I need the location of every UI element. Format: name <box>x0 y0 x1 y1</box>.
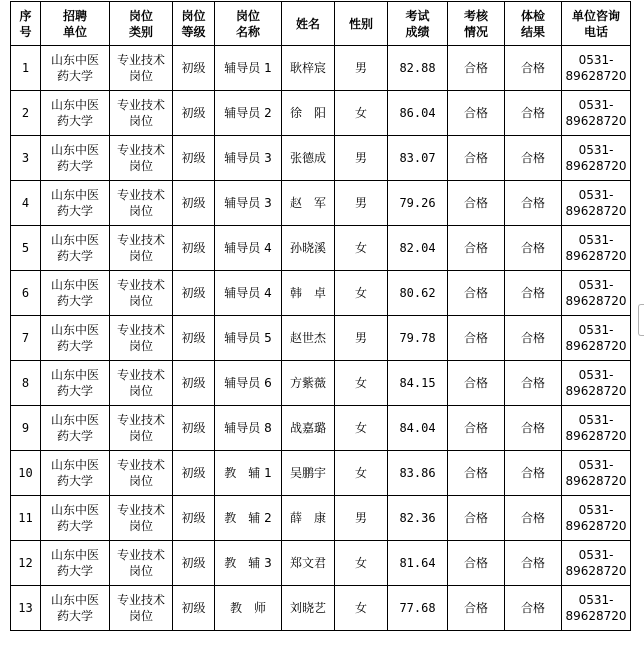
cell-phone: 0531- 89628720 <box>562 586 631 631</box>
cell-phone: 0531- 89628720 <box>562 361 631 406</box>
side-scroll-handle[interactable] <box>638 304 644 336</box>
cell-category: 专业技术 岗位 <box>110 451 173 496</box>
cell-unit: 山东中医 药大学 <box>41 541 110 586</box>
cell-gender: 女 <box>335 451 388 496</box>
cell-score: 79.78 <box>388 316 448 361</box>
cell-phone: 0531- 89628720 <box>562 181 631 226</box>
cell-position: 辅导员 3 <box>215 181 282 226</box>
cell-gender: 女 <box>335 541 388 586</box>
cell-level: 初级 <box>173 271 215 316</box>
cell-position: 辅导员 3 <box>215 136 282 181</box>
cell-index: 3 <box>11 136 41 181</box>
cell-score: 79.26 <box>388 181 448 226</box>
cell-position: 辅导员 8 <box>215 406 282 451</box>
cell-name: 耿梓宸 <box>282 46 335 91</box>
cell-level: 初级 <box>173 586 215 631</box>
cell-level: 初级 <box>173 136 215 181</box>
cell-position: 辅导员 2 <box>215 91 282 136</box>
cell-category: 专业技术 岗位 <box>110 46 173 91</box>
cell-phone: 0531- 89628720 <box>562 91 631 136</box>
cell-category: 专业技术 岗位 <box>110 496 173 541</box>
cell-score: 82.04 <box>388 226 448 271</box>
cell-gender: 男 <box>335 316 388 361</box>
cell-assessment: 合格 <box>448 316 505 361</box>
cell-score: 83.07 <box>388 136 448 181</box>
cell-gender: 女 <box>335 361 388 406</box>
cell-position: 辅导员 5 <box>215 316 282 361</box>
col-header-position: 岗位 名称 <box>215 2 282 46</box>
table-row <box>11 406 631 451</box>
cell-name: 张德成 <box>282 136 335 181</box>
cell-category: 专业技术 岗位 <box>110 406 173 451</box>
cell-score: 82.88 <box>388 46 448 91</box>
col-header-gender: 性别 <box>335 2 388 46</box>
cell-level: 初级 <box>173 541 215 586</box>
cell-assessment: 合格 <box>448 271 505 316</box>
cell-assessment: 合格 <box>448 496 505 541</box>
table-row <box>11 541 631 586</box>
cell-medical: 合格 <box>505 541 562 586</box>
cell-phone: 0531- 89628720 <box>562 316 631 361</box>
cell-category: 专业技术 岗位 <box>110 316 173 361</box>
cell-medical: 合格 <box>505 586 562 631</box>
cell-gender: 女 <box>335 406 388 451</box>
table-row <box>11 271 631 316</box>
cell-score: 84.15 <box>388 361 448 406</box>
cell-score: 82.36 <box>388 496 448 541</box>
cell-unit: 山东中医 药大学 <box>41 91 110 136</box>
cell-index: 13 <box>11 586 41 631</box>
cell-index: 5 <box>11 226 41 271</box>
cell-phone: 0531- 89628720 <box>562 271 631 316</box>
cell-name: 赵 军 <box>282 181 335 226</box>
cell-category: 专业技术 岗位 <box>110 226 173 271</box>
cell-assessment: 合格 <box>448 136 505 181</box>
cell-medical: 合格 <box>505 406 562 451</box>
col-header-assessment: 考核 情况 <box>448 2 505 46</box>
cell-position: 教 辅 1 <box>215 451 282 496</box>
cell-phone: 0531- 89628720 <box>562 226 631 271</box>
cell-level: 初级 <box>173 496 215 541</box>
cell-level: 初级 <box>173 91 215 136</box>
col-header-unit: 招聘 单位 <box>41 2 110 46</box>
cell-phone: 0531- 89628720 <box>562 451 631 496</box>
cell-unit: 山东中医 药大学 <box>41 496 110 541</box>
cell-medical: 合格 <box>505 226 562 271</box>
cell-assessment: 合格 <box>448 451 505 496</box>
cell-gender: 女 <box>335 271 388 316</box>
cell-name: 赵世杰 <box>282 316 335 361</box>
cell-level: 初级 <box>173 181 215 226</box>
cell-position: 教 辅 2 <box>215 496 282 541</box>
header-row <box>11 2 631 46</box>
cell-position: 辅导员 4 <box>215 271 282 316</box>
col-header-level: 岗位 等级 <box>173 2 215 46</box>
cell-index: 9 <box>11 406 41 451</box>
table-row <box>11 451 631 496</box>
cell-unit: 山东中医 药大学 <box>41 586 110 631</box>
cell-level: 初级 <box>173 451 215 496</box>
col-header-index: 序 号 <box>11 2 41 46</box>
cell-medical: 合格 <box>505 91 562 136</box>
cell-name: 薛 康 <box>282 496 335 541</box>
cell-medical: 合格 <box>505 496 562 541</box>
cell-category: 专业技术 岗位 <box>110 181 173 226</box>
table-row <box>11 91 631 136</box>
cell-phone: 0531- 89628720 <box>562 136 631 181</box>
cell-phone: 0531- 89628720 <box>562 496 631 541</box>
table-row <box>11 46 631 91</box>
cell-medical: 合格 <box>505 136 562 181</box>
cell-level: 初级 <box>173 46 215 91</box>
table-row <box>11 316 631 361</box>
cell-medical: 合格 <box>505 181 562 226</box>
results-table <box>10 1 631 631</box>
cell-medical: 合格 <box>505 361 562 406</box>
cell-score: 77.68 <box>388 586 448 631</box>
cell-assessment: 合格 <box>448 91 505 136</box>
cell-assessment: 合格 <box>448 586 505 631</box>
cell-score: 80.62 <box>388 271 448 316</box>
cell-phone: 0531- 89628720 <box>562 46 631 91</box>
cell-name: 吴鹏宇 <box>282 451 335 496</box>
cell-index: 10 <box>11 451 41 496</box>
cell-gender: 女 <box>335 91 388 136</box>
cell-category: 专业技术 岗位 <box>110 136 173 181</box>
cell-unit: 山东中医 药大学 <box>41 46 110 91</box>
cell-index: 1 <box>11 46 41 91</box>
cell-gender: 男 <box>335 136 388 181</box>
cell-unit: 山东中医 药大学 <box>41 451 110 496</box>
table-body <box>11 46 631 631</box>
cell-medical: 合格 <box>505 46 562 91</box>
cell-gender: 女 <box>335 586 388 631</box>
cell-score: 84.04 <box>388 406 448 451</box>
cell-unit: 山东中医 药大学 <box>41 361 110 406</box>
cell-level: 初级 <box>173 406 215 451</box>
cell-unit: 山东中医 药大学 <box>41 406 110 451</box>
cell-position: 教 辅 3 <box>215 541 282 586</box>
cell-name: 刘晓艺 <box>282 586 335 631</box>
cell-position: 辅导员 4 <box>215 226 282 271</box>
col-header-medical: 体检 结果 <box>505 2 562 46</box>
cell-phone: 0531- 89628720 <box>562 541 631 586</box>
cell-unit: 山东中医 药大学 <box>41 316 110 361</box>
cell-category: 专业技术 岗位 <box>110 271 173 316</box>
col-header-score: 考试 成绩 <box>388 2 448 46</box>
table-row <box>11 361 631 406</box>
cell-assessment: 合格 <box>448 46 505 91</box>
cell-level: 初级 <box>173 361 215 406</box>
cell-medical: 合格 <box>505 271 562 316</box>
cell-position: 教 师 <box>215 586 282 631</box>
cell-score: 83.86 <box>388 451 448 496</box>
cell-index: 2 <box>11 91 41 136</box>
cell-gender: 女 <box>335 226 388 271</box>
cell-assessment: 合格 <box>448 226 505 271</box>
cell-name: 徐 阳 <box>282 91 335 136</box>
cell-position: 辅导员 1 <box>215 46 282 91</box>
cell-level: 初级 <box>173 316 215 361</box>
cell-assessment: 合格 <box>448 541 505 586</box>
table-row <box>11 136 631 181</box>
col-header-phone: 单位咨询 电话 <box>562 2 631 46</box>
cell-position: 辅导员 6 <box>215 361 282 406</box>
cell-name: 郑文君 <box>282 541 335 586</box>
cell-name: 方紫薇 <box>282 361 335 406</box>
cell-medical: 合格 <box>505 451 562 496</box>
cell-unit: 山东中医 药大学 <box>41 271 110 316</box>
col-header-name: 姓名 <box>282 2 335 46</box>
cell-unit: 山东中医 药大学 <box>41 181 110 226</box>
cell-gender: 男 <box>335 46 388 91</box>
cell-category: 专业技术 岗位 <box>110 586 173 631</box>
cell-index: 8 <box>11 361 41 406</box>
table-row <box>11 181 631 226</box>
cell-assessment: 合格 <box>448 406 505 451</box>
cell-assessment: 合格 <box>448 181 505 226</box>
table-row <box>11 496 631 541</box>
cell-category: 专业技术 岗位 <box>110 541 173 586</box>
cell-gender: 男 <box>335 181 388 226</box>
cell-unit: 山东中医 药大学 <box>41 136 110 181</box>
cell-name: 韩 卓 <box>282 271 335 316</box>
cell-unit: 山东中医 药大学 <box>41 226 110 271</box>
cell-level: 初级 <box>173 226 215 271</box>
cell-assessment: 合格 <box>448 361 505 406</box>
table-row <box>11 586 631 631</box>
cell-score: 81.64 <box>388 541 448 586</box>
cell-score: 86.04 <box>388 91 448 136</box>
cell-medical: 合格 <box>505 316 562 361</box>
cell-index: 12 <box>11 541 41 586</box>
cell-index: 11 <box>11 496 41 541</box>
cell-index: 4 <box>11 181 41 226</box>
cell-gender: 男 <box>335 496 388 541</box>
cell-index: 7 <box>11 316 41 361</box>
cell-name: 孙晓溪 <box>282 226 335 271</box>
col-header-category: 岗位 类别 <box>110 2 173 46</box>
cell-category: 专业技术 岗位 <box>110 91 173 136</box>
table-row <box>11 226 631 271</box>
cell-category: 专业技术 岗位 <box>110 361 173 406</box>
cell-index: 6 <box>11 271 41 316</box>
cell-phone: 0531- 89628720 <box>562 406 631 451</box>
cell-name: 战嘉璐 <box>282 406 335 451</box>
